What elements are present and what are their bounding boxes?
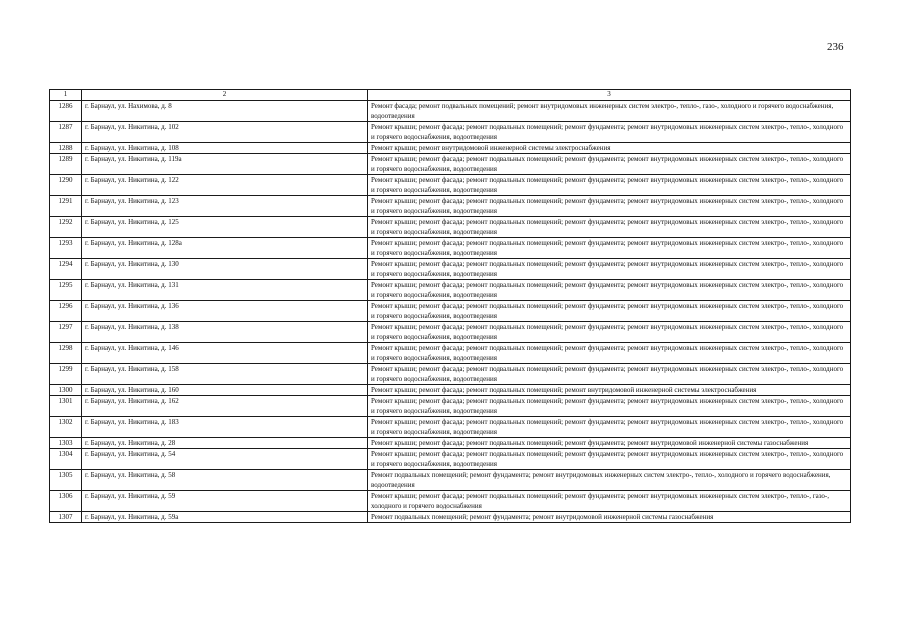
row-work-list: Ремонт крыши; ремонт фасада; ремонт подвальных помещений; ремонт фундамента; ремонт внутридомовых инженерных систем электро-, тепло-, холодного и горячего водоснабжения, водоотведения	[368, 154, 851, 175]
column-header-number: 1	[50, 90, 82, 101]
table-row	[50, 154, 851, 175]
row-address: г. Барнаул, ул. Никитина, д. 131	[82, 280, 368, 301]
row-work-list: Ремонт крыши; ремонт фасада; ремонт подвальных помещений; ремонт фундамента; ремонт внутридомовых инженерных систем электро-, тепло-, холодного и горячего водоснабжения, водоотведения	[368, 238, 851, 259]
row-work-list: Ремонт крыши; ремонт фасада; ремонт подвальных помещений; ремонт фундамента; ремонт внутридомовых инженерных систем электро-, тепло-, холодного и горячего водоснабжения, водоотведения	[368, 196, 851, 217]
row-address: г. Барнаул, ул. Никитина, д. 125	[82, 217, 368, 238]
row-address: г. Барнаул, ул. Никитина, д. 28	[82, 438, 368, 449]
row-work-list: Ремонт крыши; ремонт фасада; ремонт подвальных помещений; ремонт фундамента; ремонт внутридомовой инженерной системы газоснабжения	[368, 438, 851, 449]
row-address: г. Барнаул, ул. Никитина, д. 108	[82, 143, 368, 154]
row-address: г. Барнаул, ул. Никитина, д. 102	[82, 122, 368, 143]
table-row	[50, 322, 851, 343]
row-number: 1294	[50, 259, 82, 280]
row-number: 1304	[50, 449, 82, 470]
table-row	[50, 143, 851, 154]
page-number: 236	[827, 41, 844, 53]
table-row	[50, 101, 851, 122]
row-address: г. Барнаул, ул. Никитина, д. 123	[82, 196, 368, 217]
row-work-list: Ремонт крыши; ремонт внутридомовой инженерной системы электроснабжения	[368, 143, 851, 154]
row-work-list: Ремонт крыши; ремонт фасада; ремонт подвальных помещений; ремонт фундамента; ремонт внутридомовых инженерных систем электро-, тепло-, холодного и горячего водоснабжения, водоотведения	[368, 343, 851, 364]
row-address: г. Барнаул, ул. Никитина, д. 162	[82, 396, 368, 417]
row-work-list: Ремонт крыши; ремонт фасада; ремонт подвальных помещений; ремонт фундамента; ремонт внутридомовых инженерных систем электро-, тепло-, холодного и горячего водоснабжения, водоотведения	[368, 122, 851, 143]
row-address: г. Барнаул, ул. Никитина, д. 158	[82, 364, 368, 385]
header-row	[50, 90, 851, 101]
row-work-list: Ремонт крыши; ремонт фасада; ремонт подвальных помещений; ремонт фундамента; ремонт внутридомовых инженерных систем электро-, тепло-, холодного и горячего водоснабжения, водоотведения	[368, 217, 851, 238]
table-row	[50, 280, 851, 301]
row-number: 1293	[50, 238, 82, 259]
row-address: г. Барнаул, ул. Никитина, д. 183	[82, 417, 368, 438]
row-work-list: Ремонт подвальных помещений; ремонт фундамента; ремонт внутридомовых инженерных систем электро-, тепло-, холодного и горячего водоснабжения, водоотведения	[368, 470, 851, 491]
row-work-list: Ремонт крыши; ремонт фасада; ремонт подвальных помещений; ремонт фундамента; ремонт внутридомовых инженерных систем электро-, тепло-, холодного и горячего водоснабжения, водоотведения	[368, 364, 851, 385]
table-row	[50, 512, 851, 523]
row-number: 1295	[50, 280, 82, 301]
row-work-list: Ремонт фасада; ремонт подвальных помещений; ремонт внутридомовых инженерных систем электро-, тепло-, газо-, холодного и горячего водоснабжения, водоотведения	[368, 101, 851, 122]
table-row	[50, 175, 851, 196]
repair-table	[49, 89, 851, 523]
table-row	[50, 196, 851, 217]
row-work-list: Ремонт крыши; ремонт фасада; ремонт подвальных помещений; ремонт фундамента; ремонт внутридомовых инженерных систем электро-, тепло-, газо-, холодного и горячего водоснабжения	[368, 491, 851, 512]
row-work-list: Ремонт крыши; ремонт фасада; ремонт подвальных помещений; ремонт фундамента; ремонт внутридомовых инженерных систем электро-, тепло-, холодного и горячего водоснабжения, водоотведения	[368, 301, 851, 322]
row-address: г. Барнаул, ул. Никитина, д. 130	[82, 259, 368, 280]
row-number: 1301	[50, 396, 82, 417]
row-work-list: Ремонт крыши; ремонт фасада; ремонт подвальных помещений; ремонт внутридомовой инженерной системы электроснабжения	[368, 385, 851, 396]
row-number: 1297	[50, 322, 82, 343]
table-row	[50, 470, 851, 491]
row-address: г. Барнаул, ул. Никитина, д. 138	[82, 322, 368, 343]
row-work-list: Ремонт крыши; ремонт фасада; ремонт подвальных помещений; ремонт фундамента; ремонт внутридомовых инженерных систем электро-, тепло-, холодного и горячего водоснабжения, водоотведения	[368, 417, 851, 438]
row-number: 1296	[50, 301, 82, 322]
row-address: г. Барнаул, ул. Никитина, д. 136	[82, 301, 368, 322]
row-number: 1288	[50, 143, 82, 154]
row-address: г. Барнаул, ул. Нахимова, д. 8	[82, 101, 368, 122]
column-header-work: 3	[368, 90, 851, 101]
row-address: г. Барнаул, ул. Никитина, д. 146	[82, 343, 368, 364]
row-number: 1292	[50, 217, 82, 238]
row-address: г. Барнаул, ул. Никитина, д. 122	[82, 175, 368, 196]
table-row	[50, 417, 851, 438]
table-row	[50, 396, 851, 417]
row-work-list: Ремонт крыши; ремонт фасада; ремонт подвальных помещений; ремонт фундамента; ремонт внутридомовых инженерных систем электро-, тепло-, холодного и горячего водоснабжения, водоотведения	[368, 280, 851, 301]
row-address: г. Барнаул, ул. Никитина, д. 59	[82, 491, 368, 512]
table-body	[50, 101, 851, 523]
row-work-list: Ремонт крыши; ремонт фасада; ремонт подвальных помещений; ремонт фундамента; ремонт внутридомовых инженерных систем электро-, тепло-, холодного и горячего водоснабжения, водоотведения	[368, 396, 851, 417]
row-number: 1287	[50, 122, 82, 143]
row-number: 1307	[50, 512, 82, 523]
row-number: 1305	[50, 470, 82, 491]
column-header-address: 2	[82, 90, 368, 101]
row-number: 1300	[50, 385, 82, 396]
table-row	[50, 122, 851, 143]
row-work-list: Ремонт крыши; ремонт фасада; ремонт подвальных помещений; ремонт фундамента; ремонт внутридомовых инженерных систем электро-, тепло-, холодного и горячего водоснабжения, водоотведения	[368, 449, 851, 470]
row-number: 1299	[50, 364, 82, 385]
row-address: г. Барнаул, ул. Никитина, д. 128а	[82, 238, 368, 259]
row-work-list: Ремонт крыши; ремонт фасада; ремонт подвальных помещений; ремонт фундамента; ремонт внутридомовых инженерных систем электро-, тепло-, холодного и горячего водоснабжения, водоотведения	[368, 322, 851, 343]
table-row	[50, 364, 851, 385]
table-row	[50, 343, 851, 364]
table-header	[50, 90, 851, 101]
row-address: г. Барнаул, ул. Никитина, д. 58	[82, 470, 368, 491]
row-number: 1286	[50, 101, 82, 122]
row-number: 1291	[50, 196, 82, 217]
table-row	[50, 385, 851, 396]
table-row	[50, 259, 851, 280]
row-number: 1298	[50, 343, 82, 364]
table-row	[50, 217, 851, 238]
row-work-list: Ремонт крыши; ремонт фасада; ремонт подвальных помещений; ремонт фундамента; ремонт внутридомовых инженерных систем электро-, тепло-, холодного и горячего водоснабжения, водоотведения	[368, 175, 851, 196]
row-number: 1290	[50, 175, 82, 196]
row-address: г. Барнаул, ул. Никитина, д. 119а	[82, 154, 368, 175]
table-row	[50, 301, 851, 322]
row-number: 1302	[50, 417, 82, 438]
table-row	[50, 438, 851, 449]
table-row	[50, 491, 851, 512]
row-number: 1303	[50, 438, 82, 449]
row-address: г. Барнаул, ул. Никитина, д. 160	[82, 385, 368, 396]
row-number: 1306	[50, 491, 82, 512]
row-address: г. Барнаул, ул. Никитина, д. 59а	[82, 512, 368, 523]
row-work-list: Ремонт подвальных помещений; ремонт фундамента; ремонт внутридомовой инженерной системы газоснабжения	[368, 512, 851, 523]
table-row	[50, 449, 851, 470]
row-number: 1289	[50, 154, 82, 175]
row-address: г. Барнаул, ул. Никитина, д. 54	[82, 449, 368, 470]
row-work-list: Ремонт крыши; ремонт фасада; ремонт подвальных помещений; ремонт фундамента; ремонт внутридомовых инженерных систем электро-, тепло-, холодного и горячего водоснабжения, водоотведения	[368, 259, 851, 280]
table-row	[50, 238, 851, 259]
